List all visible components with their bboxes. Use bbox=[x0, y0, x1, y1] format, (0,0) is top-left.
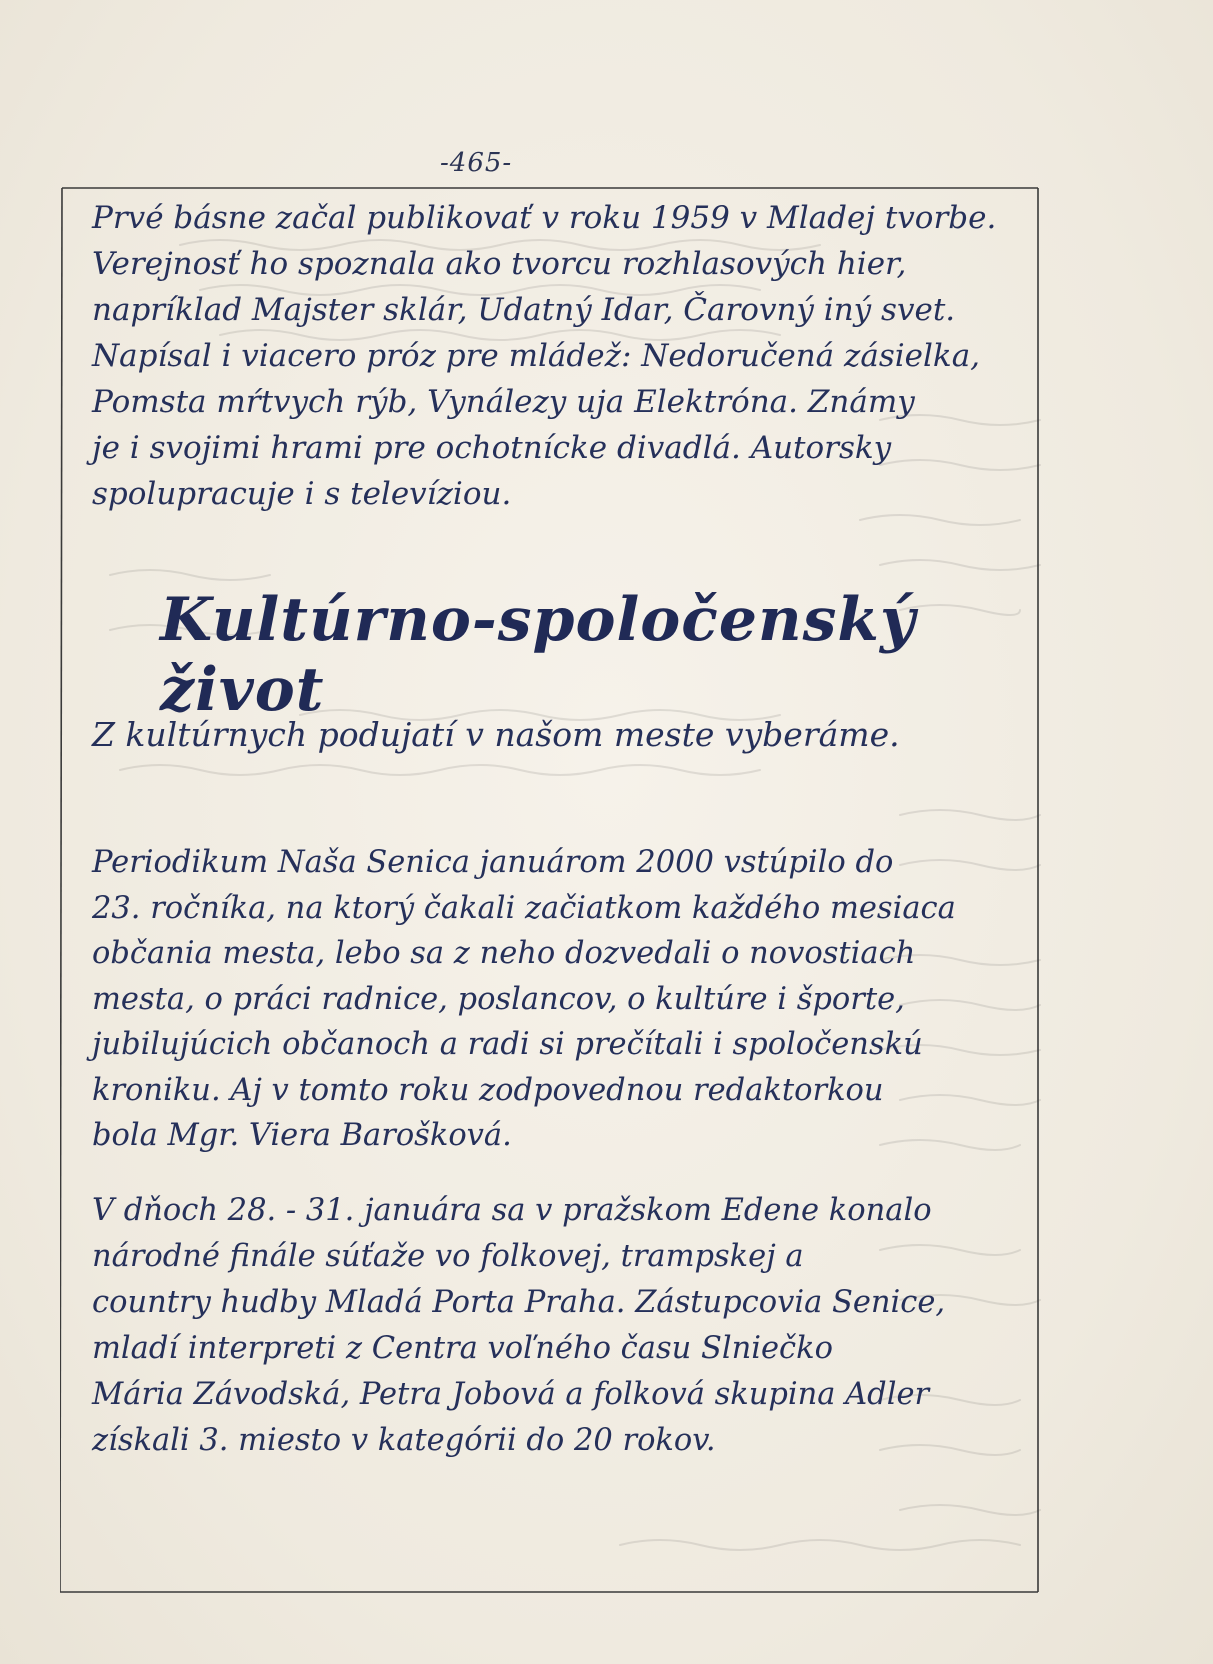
intro-paragraph: Prvé básne začal publikovať v roku 1959 v Mladej tvorbe. Verejnosť ho spoznala ako tvorcu rozhlasových hier, napríklad Majster sklár, Udatný Idar, Čarovný iný svet. Napísal i viacero próz pre mládež: Nedoručená zásielka, Pomsta mŕtvych rýb, Vynálezy uja Elektróna. Známy je i svojimi hrami pre ochotnícke divadlá. Autorsky spolupracuje i s televíziou. bbox=[92, 200, 997, 512]
page-number: -465- bbox=[440, 148, 513, 178]
periodikum-paragraph: Periodikum Naša Senica januárom 2000 vstúpilo do 23. ročníka, na ktorý čakali začiatkom každého mesiaca občania mesta, lebo sa z neho dozvedali o novostiach mesta, o práci radnice, poslancov, o kultúre i športe, jubilujúcich občanoch a radi si prečítali i spoločenskú kroniku. Aj v tomto roku zodpovednou redaktorkou bola Mgr. Viera Barošková. bbox=[92, 845, 956, 1153]
lead-paragraph: Z kultúrnych podujatí v našom meste vyberáme. bbox=[92, 715, 900, 754]
porta-paragraph: V dňoch 28. - 31. januára sa v pražskom Edene konalo národné finále súťaže vo folkovej, trampskej a country hudby Mladá Porta Praha. Zástupcovia Senice, mladí interpreti z Centra voľného času Slniečko Mária Závodská, Petra Jobová a folková skupina Adler získali 3. miesto v kategórii do 20 rokov. bbox=[92, 1193, 946, 1458]
section-heading: Kultúrno-spoločenský život bbox=[160, 585, 916, 725]
